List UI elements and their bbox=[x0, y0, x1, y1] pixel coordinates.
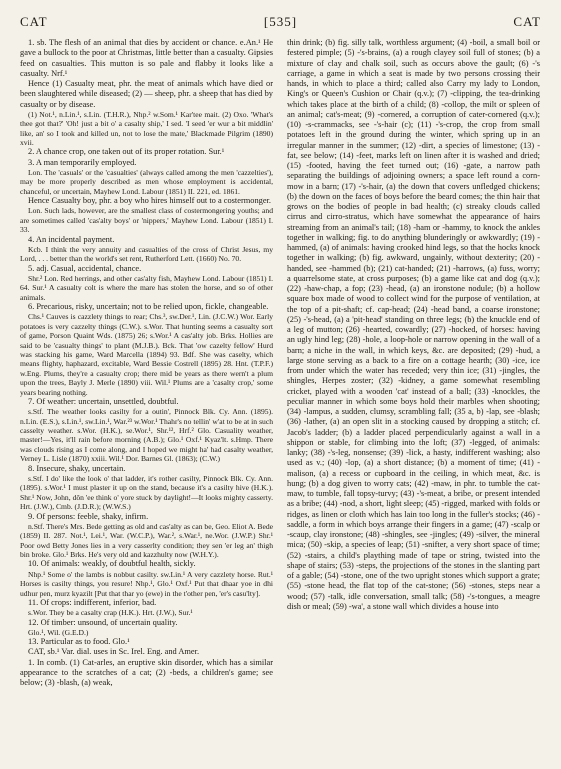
definition-paragraph: 9. Of persons: feeble, shaky, infirm. bbox=[28, 511, 149, 521]
citation-paragraph: Nhp.¹ Some o' the lambs is nobbut casilty. sw.Lin.¹ A very cazzlety horse. Rut.¹ Horses is casilty things, you resure! Nhp.¹, Glo.¹ Oxf.¹ Put that dhaar yoe in dhi udhur pen, murz kyazilt [Put that thar yo (ewe) in the t'other pen, 'er's casu'lty]. bbox=[20, 569, 273, 598]
definition-paragraph: 2. A chance crop, one taken out of its proper rotation. Sur.¹ bbox=[28, 147, 225, 157]
citation-paragraph: Lon. Such lads, however, are the smallest class of costermongering youths; and are sometimes called 'cas'alty boys' or 'nippers,' Mayhew Lond. Labour (1851) I. 33. bbox=[20, 206, 273, 235]
definition-paragraph: Hence Casualty boy, phr. a boy who hires himself out to a costermonger. bbox=[28, 196, 271, 206]
definition-paragraph: Hence (1) Casualty meat, phr. the meat of animals which have died or been slaughtered while diseased; (2) — sheep, phr. a sheep that has died by casualty or by disease. bbox=[20, 79, 273, 109]
page-header bbox=[20, 14, 541, 34]
header-left-headword: CAT bbox=[20, 14, 48, 29]
definition-paragraph: 13. Particular as to food. Glo.¹ bbox=[28, 637, 130, 647]
citation-paragraph: s.Stf. The weather looks casilty for a outin', Pinnock Blk. Cy. Ann. (1895). n.Lin. (E.S.), s.Lin.¹, sw.Lin.¹, War.²³ w.Wor.¹ Thahr's no tellin' w'at to be at in such casselty weather. s.Wor. (H.K.), se.Wor.¹, Shr.¹², Hrf.² Glo. Casuality weather, master!—Yes, it'll rain before morning (A.B.); Glo.¹ Oxf.¹ Kyaz'lt. s.Hmp. There was clouds rising as I come along, and I hoped we might ha' had casalty weather, Verney L. Lisle (1870) xxiii. Wil.¹ Dor. Barnes Gl. (1863); (C.W.) bbox=[20, 407, 273, 464]
columns bbox=[20, 38, 541, 764]
citation-paragraph: Kcb. I think the very annuity and casualties of the cross of Christ Jesus, my Lord, . . . better than the world's set rent, Rutherford Lett. (1660) No. 70. bbox=[20, 244, 273, 264]
citation-paragraph: Chs.¹ Cauves is cazzlety things to rear; Chs.³, sw.Der.¹, Lin. (J.C.W.) Wor. Early potatoes is very cazzelty things (C.W.). s.Wor. That hunting seems a casualty sort of game, Porson Quaint Wds. (1875) 26; s.Wor.¹ A cas'alty job. Brks. Hollies are said to be 'casualty things' to plant (M.J.B.). Bck. That 'ow cazelty fellow' Hurd was stacking his game, Ward Marcella (1894) 93. Bdf. She was caselty, which means flighty, haphazard, excitable, Ward Bessie Costrell (1895) 28. Hnt. (T.P.F.) w.Eng. Plums, they're a casualty crop; there mid be years as there wern't a plum upon the trees, Bayly J. Merle (1890) viii. Wil.¹ Plums are a 'casalty crop,' some years bearing nothing. bbox=[20, 312, 273, 397]
definition-paragraph: 7. Of weather: uncertain, unsettled, doubtful. bbox=[28, 397, 179, 406]
citation-paragraph: Shr.² Lon. Red herrings, and other cas'alty fish, Mayhew Lond. Labour (1851) I. 64. Sur.¹ A casualty colt is where the mare has stolen the horse, and so of other animals. bbox=[20, 273, 273, 302]
citation-paragraph: Glo.¹, Wil. (G.E.D.) bbox=[28, 627, 89, 637]
definition-paragraph: CAT, sb.¹ Var. dial. uses in Sc. Irel. Eng. and Amer. bbox=[28, 647, 200, 657]
definition-paragraph: 1. In comb. (1) Cat-arles, an eruptive skin disorder, which has a similar appearance to the scratches of a cat; (2) -beds, a children's game; see below; (3) -blash, (a) weak, bbox=[20, 657, 273, 688]
definition-paragraph: 4. An incidental payment. bbox=[28, 234, 115, 244]
citation-paragraph: n.Stf. There's Mrs. Bede getting as old and cas'alty as can be, Geo. Eliot A. Bede (1859) II. 287. Not.¹, Lei.¹, War. (W.C.P.), War.², s.War.¹, ne.Wor. (J.W.P.) Shr.¹ Poor owd Betty Jones lies in a very casserlty condition; they sen 'er leg an' thigh bin broke. Glo.¹ Brks. He's very old and kazzhulty now (W.H.Y.). bbox=[20, 521, 273, 560]
definition-paragraph: 3. A man temporarily employed. bbox=[28, 157, 137, 167]
definition-paragraph: 8. Insecure, shaky, uncertain. bbox=[28, 463, 126, 473]
definition-paragraph: 12. Of timber: unsound, of uncertain quality. bbox=[28, 617, 178, 627]
definition-paragraph: 11. Of crops: indifferent, inferior, bad. bbox=[28, 597, 157, 607]
definition-paragraph: 1. sb. The flesh of an animal that dies by accident or chance. e.An.¹ He gave a bullock to the poor at Christmas, little better than a casualty. Gipsies feed on casualties. This mutton is so pale and flabby it looks like a casualty. Nrf.¹ bbox=[20, 38, 273, 78]
citation-paragraph: (1) Not.¹, n.Lin.¹, s.Lin. (T.H.R.), Nhp.² w.Som.¹ Kar'tee mait. (2) Oxo. 'What's thee got that?' 'Oh! just a bit o' a casalty ship,' I sed. 'I seed 'er wur a bit middlin' like, an' so I took and killed un, not to lose the mate,' Blackmade Pilgrim (1890) xvii. bbox=[20, 109, 273, 147]
citation-paragraph: s.Stf. I do' like the look o' that ladder, it's rother casilty, Pinnock Blk. Cy. Ann. (1895). s.Wor.¹ I must plaster it up on the stand, because it's a casilty hive (H.K.). Shr.¹ Now, John, dôn 'ee think o' yore stuck by daylight!—It looks mighty casserty. Hrt. (J.W.), Cmb. (J.D.R.); (W.W.S.) bbox=[20, 473, 273, 512]
right-column bbox=[287, 38, 540, 764]
citation-paragraph: Lon. The 'casuals' or the 'casualties' (always called among the men 'cazzelties'), may be more properly described as men whose employment is accidental, chanceful, or uncertain, Mayhew Lond. Labour (1851) II. 221, ed. 1861. bbox=[20, 167, 273, 196]
citation-paragraph: s.Wor. They be a casalty crap (H.K.). Hrt. (J.W.), Sur.¹ bbox=[28, 608, 193, 618]
definition-paragraph: 10. Of animals: weakly, of doubtful health, sickly. bbox=[28, 559, 196, 569]
definition-paragraph: 6. Precarious, risky, uncertain; not to be relied upon, fickle, changeable. bbox=[28, 302, 269, 312]
right-column-text: thin drink; (b) fig. silly talk, worthless argument; (4) -boil, a small boil or festered pimple; (5) -'s-brains, (a) a rough clayey soil full of stones; (b) a mixture of clay and chalk soil, such as occurs above the gault; (6) -'s carriage, a game in which a seat is made by two persons crossing their hands, in which to place a third; called also Carry my lady to London, King's or Queen's Cushion or Chair (q.v.); (7) -clipping, the tea-drinking which takes place at the birth of a child; (8) -collop, the milt or spleen of an animal; cat's-meat; (9) -cornered, a corruption of cater-cornered (q.v.); (10) -s-crammacks, see -'s-hair (c); (11) -'s-crop, the crop from small potatoes left in the ground during the winter, which spring up in an irregular manner in the summer; (12) -dirt, a species of limestone; (13) -fat, see below; (14) -feet, marks left on linen after it is washed and dried; (15) -footed, having the feet turned out; (16) -gate, a narrow path separating the buildings of adjoining owners; a space left round a corn-mow in a barn; (17) -'s-hair, (a) the down that covers unfledged chickens; (b) the down on the faces of boys before the beard comes; the thin hair that grows on the bodies of people in bad health; (c) streaky clouds called cirrus and cirro-stratus, which have somewhat the appearance of hairs streaming from an animal's tail; (18) -ham or -hammy, to knock the ankles together in walking; fig. to do anything blunderingly or awkwardly; (19) -hammed, (a) of animals: having crooked hind legs, so that the hocks knock together in walking; (b) fig. awkward, ungainly, without dexterity; (20) -handed, see -hammed (b); (21) cat-handed; (21) -harrows, (a) fuss, worry; a quarrelsome state, at cross purposes; (b) a game like cat and dog (q.v.); (22) -haw-chap, a fop; (23) -head, (a) an ironstone nodule; (b) a hollow square box made of wood to collect wind for the purpose of ventilation, at the top of a pit-shaft; cf. cap-head; (24) -head band, a coarse ironstone; (25) -'s-head, (a) a 'pit-head' standing on three legs; (b) the knuckle end of a leg of mutton; (26) -hearted, cowardly; (27) -hocked, of horses: having an ugly hind leg; (28) -hole, a loop-hole or narrow opening in the wall of a barn; a niche in the wall, in which keys, &c. are deposited; (29) -hud, a large stone serving as a back to a fire on a cottage hearth; (30) -ice, ice from under which the water has receded; very thin ice; (31) -jingles, the shingles, Herpes zoster; (32) -kidney, a game somewhat resembling cricket, played with a wooden 'cat' instead of a ball; (33) -knockles, the peculiar manner in which some boys hold their marbles when shooting; (34) -lampus, a sudden, clumsy, scrambling fall; (35 a, b) -lap, see -blash; (36) -lather, (a) an open slit in a stocking caused by dropping a stitch; cf. Jacob's ladder; (b) a ladder placed perpendicularly against a wall in a shippon or stable, for climbing into the loft; (37) -legged, of animals: lanky; (38) -'s-leg, nonsense; (39) -lick, a hasty, indifferent washing; also used as v.; (40) -lop, (a) a short distance; (b) a moment of time; (41) -malison, (a) a recess or cupboard in the ceiling, in which meat, &c. is hung; (b) a dog given to worry cats; (42) -maw, in phr. to tumble the cat-maw, to tumble, fall topsy-turvy; (43) -'s-meat, a bribe, or present intended as a bribe; (44) -nod, a short, light sleep; (45) -rigged, marked with folds or ridges, as linen or cloth which has lain too long in the fuller's stocks; (46) -saddle, a form in which boys arrange their fingers in a game; (47) -scalp or -scaup, clay ironstone; (48) -shingles, see -jingles; (49) -silver, the mineral mica; (50) -skip, a species of leap; (51) -snifter, a very short space of time; (52) -stairs, a child's plaything made of tape or string, twisted into the shape of stairs; (53) -steps, the projections of the stones in the slanting part of a gable; (54) -stone, one of the two upright stones which support a grate; (55) -stone head, the flat top of the cat-stone; (56) -stones, steps near a wood; (57) -talk, idle conversation, small talk; (58) -'s-tongues, a meagre dish or meal; (59) -wa', a stone wall which divides a house into bbox=[287, 38, 540, 611]
page-number: [535] bbox=[263, 14, 298, 29]
definition-paragraph: 5. adj. Casual, accidental, chance. bbox=[28, 263, 142, 273]
left-column bbox=[20, 38, 273, 764]
header-right-headword: CAT bbox=[513, 14, 541, 29]
